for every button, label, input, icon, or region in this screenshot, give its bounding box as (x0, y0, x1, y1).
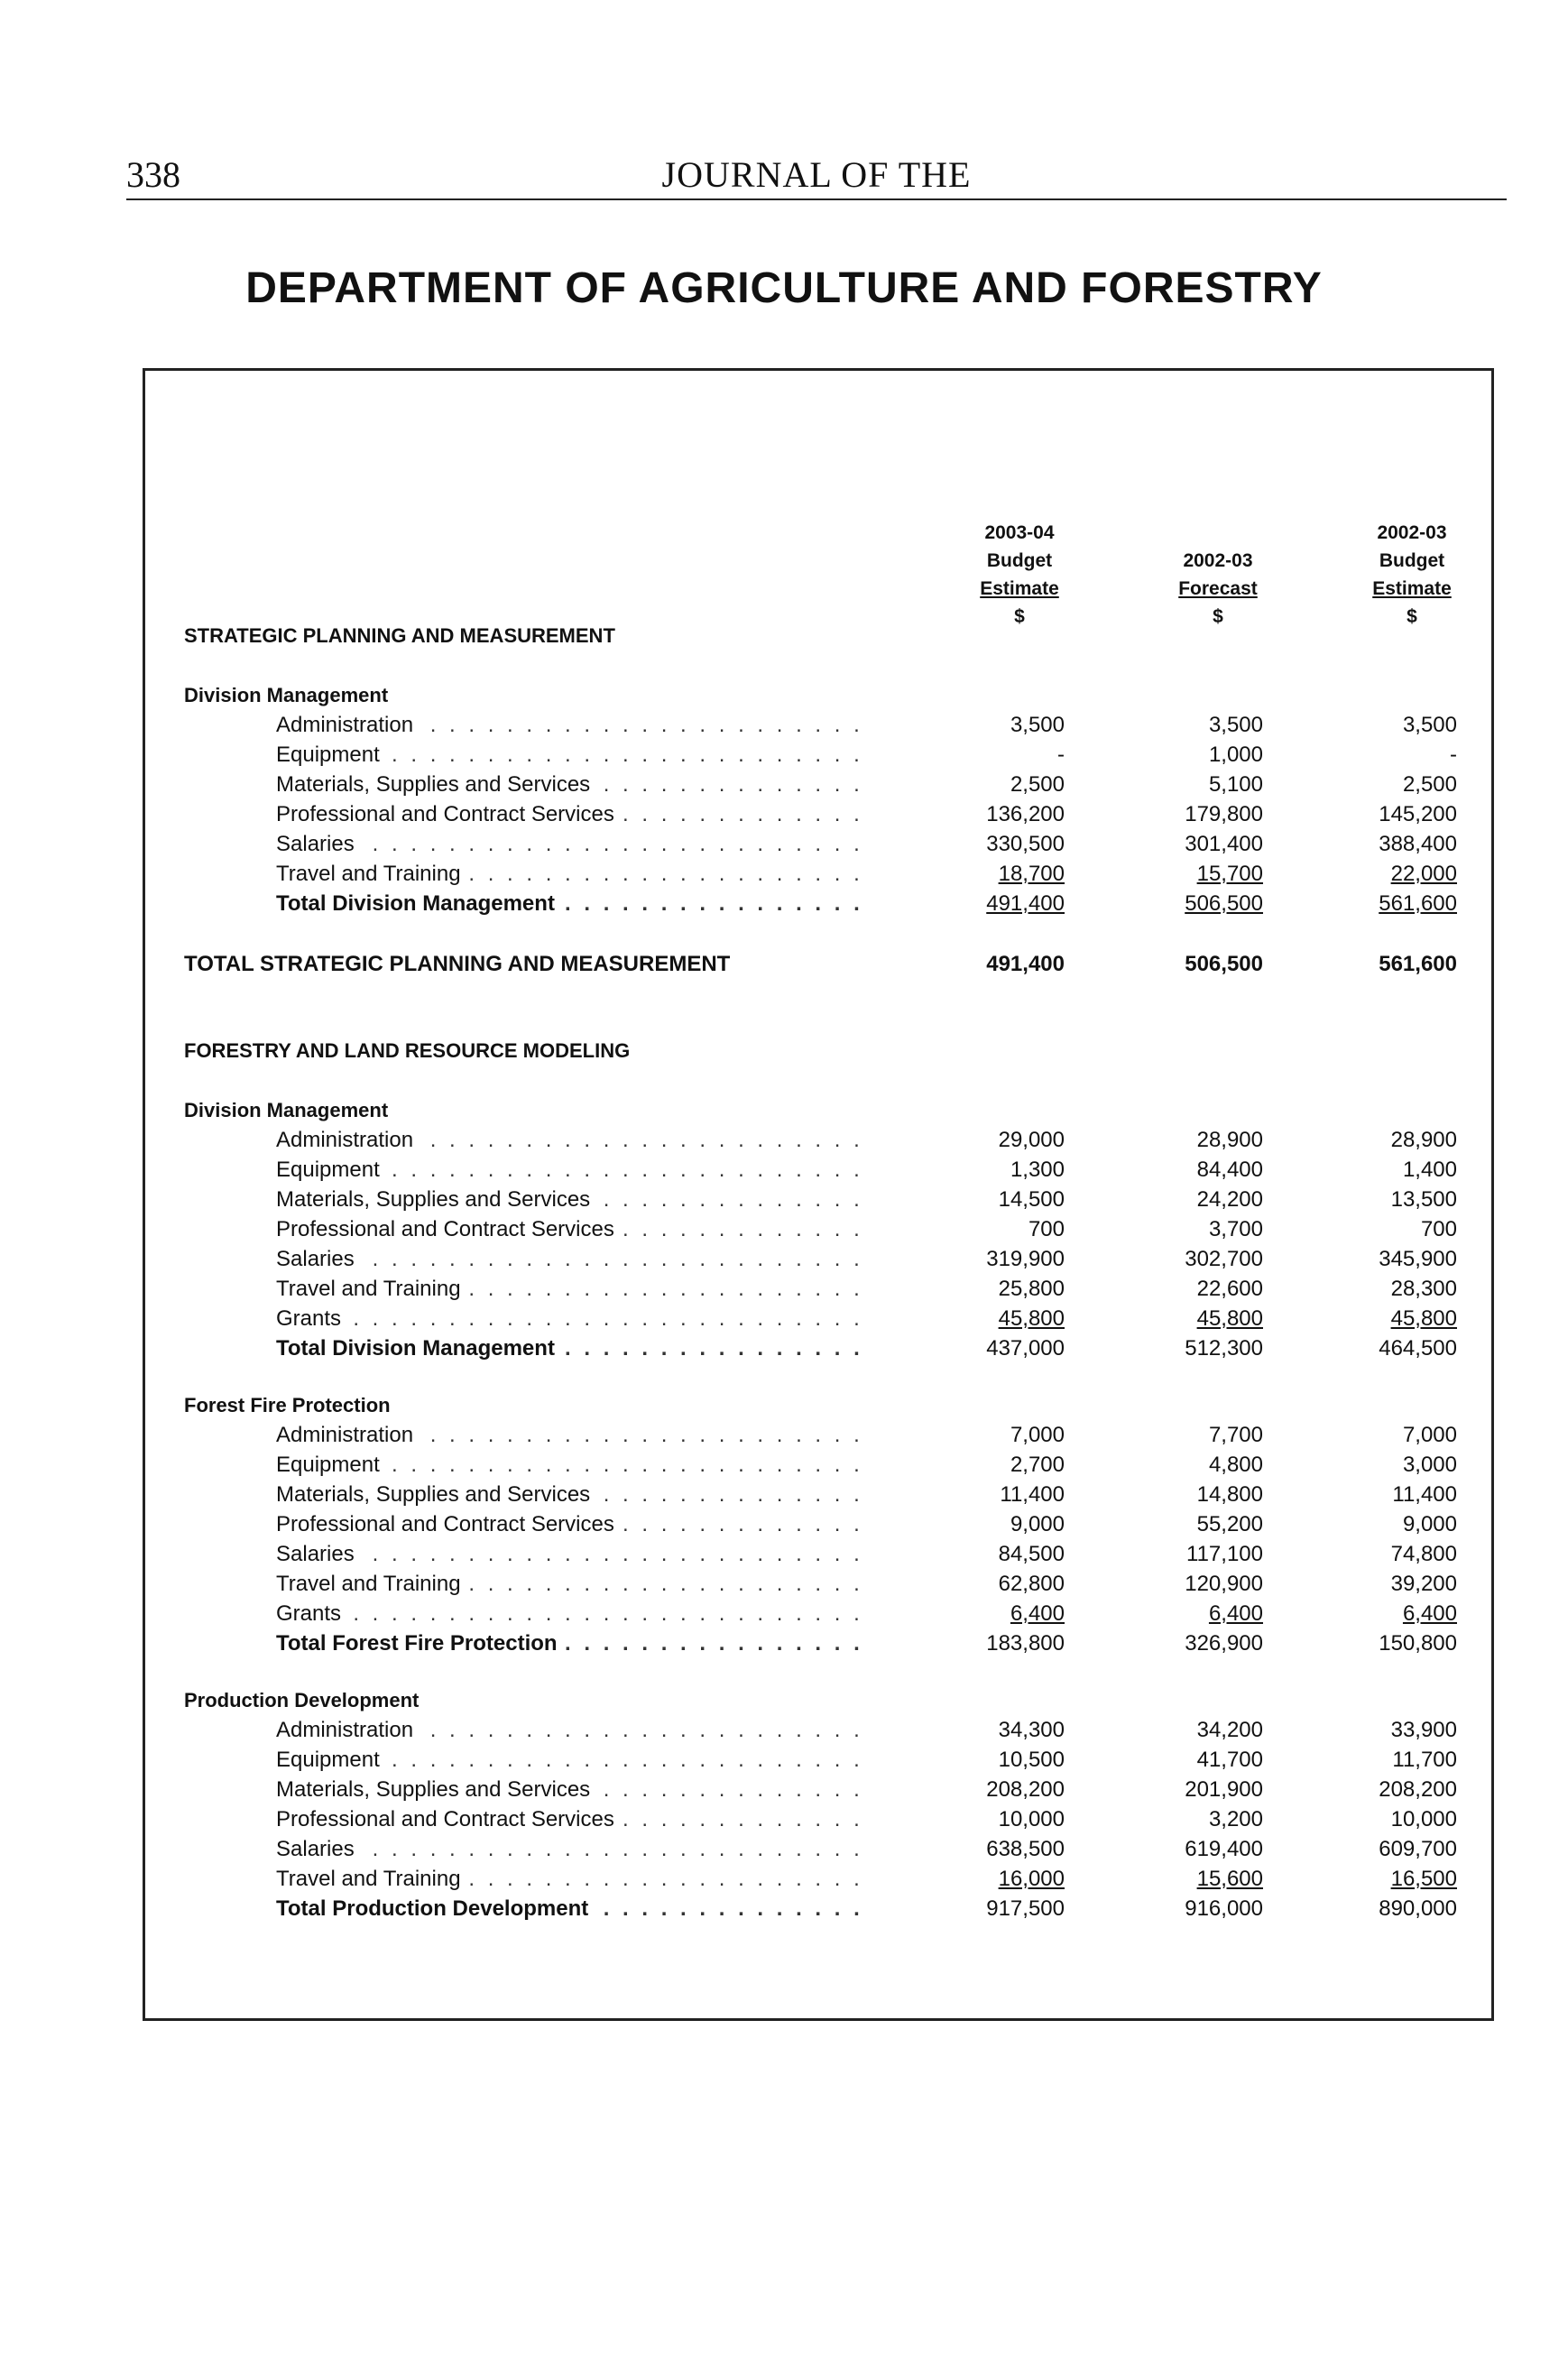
cell-2002-03-forecast: 4,800 (1208, 1453, 1263, 1477)
cell-2002-03-forecast: 3,500 (1208, 713, 1263, 737)
row-label: Administration (276, 1423, 420, 1447)
column-header-line: Budget (1379, 550, 1445, 571)
section-title: FORESTRY AND LAND RESOURCE MODELING (184, 1039, 631, 1062)
column-header-unit: $ (1213, 606, 1223, 627)
column-header-2003-04-budget-estimate (920, 519, 1119, 631)
cell-2002-03-estimate: 45,800 (1390, 1306, 1457, 1331)
cell-2003-04-estimate: 62,800 (998, 1572, 1065, 1596)
table-row (0, 862, 1568, 890)
row-label: Salaries (276, 1247, 362, 1271)
cell-2002-03-estimate: 609,700 (1379, 1837, 1457, 1861)
cell-2002-03-estimate: 11,400 (1392, 1482, 1457, 1507)
cell-2002-03-estimate: 3,500 (1402, 713, 1457, 737)
cell-2003-04-estimate: - (1057, 743, 1065, 767)
cell-2002-03-estimate: 700 (1420, 1217, 1457, 1241)
cell-2002-03-estimate: 2,500 (1402, 772, 1457, 797)
cell-2003-04-estimate: 2,700 (1010, 1453, 1065, 1477)
table-row (0, 1512, 1568, 1541)
cell-2003-04-estimate: 208,200 (986, 1777, 1065, 1802)
running-head (126, 153, 1507, 200)
cell-2003-04-estimate: 491,400 (986, 952, 1065, 976)
journal-title: JOURNAL OF THE (661, 154, 972, 195)
table-row (0, 1306, 1568, 1335)
cell-2002-03-estimate: 345,900 (1379, 1247, 1457, 1271)
cell-2002-03-estimate: 11,700 (1392, 1748, 1457, 1772)
row-label: Travel and Training (276, 1277, 468, 1301)
table-row (0, 1572, 1568, 1601)
column-header-line: 2002-03 (1377, 522, 1447, 543)
group-total-row (0, 1631, 1568, 1660)
column-header-unit: $ (1407, 606, 1417, 627)
table-row (0, 1748, 1568, 1776)
cell-2002-03-forecast: 619,400 (1185, 1837, 1263, 1861)
cell-2002-03-estimate: 74,800 (1390, 1542, 1457, 1566)
table-row (0, 1187, 1568, 1216)
table-row (0, 1277, 1568, 1305)
cell-2003-04-estimate: 84,500 (998, 1542, 1065, 1566)
column-header-2002-03-forecast (1119, 519, 1317, 631)
group-total-row (0, 891, 1568, 920)
column-header-line: Forecast (1178, 578, 1258, 599)
cell-2002-03-forecast: 24,200 (1196, 1187, 1263, 1212)
cell-2003-04-estimate: 7,000 (1010, 1423, 1065, 1447)
row-label: Grants (276, 1306, 348, 1331)
row-label: Travel and Training (276, 1867, 468, 1891)
group-title: Production Development (184, 1689, 420, 1711)
table-row (0, 1718, 1568, 1747)
row-label: Professional and Contract Services (276, 1217, 622, 1241)
column-header-line (1119, 519, 1317, 547)
cell-2002-03-forecast: 5,100 (1208, 772, 1263, 797)
cell-2002-03-forecast: 15,700 (1196, 862, 1263, 886)
cell-2003-04-estimate: 16,000 (998, 1867, 1065, 1891)
cell-2002-03-forecast: 1,000 (1208, 743, 1263, 767)
row-label: Total Production Development (276, 1896, 595, 1921)
row-label: Equipment (276, 1748, 387, 1772)
table-row (0, 1247, 1568, 1276)
cell-2003-04-estimate: 45,800 (998, 1306, 1065, 1331)
row-label: Materials, Supplies and Services (276, 772, 597, 797)
cell-2002-03-estimate: 6,400 (1402, 1601, 1457, 1626)
group-title: Division Management (184, 1099, 389, 1121)
row-label: Equipment (276, 1453, 387, 1477)
cell-2002-03-estimate: 22,000 (1390, 862, 1457, 886)
cell-2002-03-forecast: 301,400 (1185, 832, 1263, 856)
group-title: Forest Fire Protection (184, 1394, 391, 1416)
cell-2002-03-forecast: 916,000 (1185, 1896, 1263, 1921)
column-header-line: 2003-04 (984, 522, 1055, 543)
section-total-label: TOTAL STRATEGIC PLANNING AND MEASUREMENT (184, 952, 731, 976)
row-label: Professional and Contract Services (276, 802, 622, 826)
row-label: Equipment (276, 1158, 387, 1182)
table-row (0, 713, 1568, 742)
cell-2002-03-estimate: 39,200 (1390, 1572, 1457, 1596)
row-label: Equipment (276, 743, 387, 767)
cell-2002-03-estimate: 561,600 (1379, 952, 1457, 976)
cell-2002-03-estimate: 388,400 (1379, 832, 1457, 856)
column-header-line: Budget (986, 550, 1053, 571)
table-row (0, 743, 1568, 771)
cell-2003-04-estimate: 319,900 (986, 1247, 1065, 1271)
cell-2003-04-estimate: 917,500 (986, 1896, 1065, 1921)
cell-2002-03-estimate: 145,200 (1379, 802, 1457, 826)
row-label: Administration (276, 713, 420, 737)
column-header-unit: $ (1014, 606, 1025, 627)
section-title: STRATEGIC PLANNING AND MEASUREMENT (184, 624, 615, 647)
cell-2002-03-estimate: 208,200 (1379, 1777, 1457, 1802)
table-row (0, 1807, 1568, 1836)
cell-2002-03-estimate: 9,000 (1402, 1512, 1457, 1536)
column-header-2002-03-budget-estimate (1313, 519, 1511, 631)
row-label: Administration (276, 1128, 420, 1152)
cell-2002-03-forecast: 7,700 (1208, 1423, 1263, 1447)
row-label: Professional and Contract Services (276, 1807, 622, 1831)
table-row (0, 772, 1568, 801)
row-label: Materials, Supplies and Services (276, 1482, 597, 1507)
cell-2002-03-estimate: 890,000 (1379, 1896, 1457, 1921)
cell-2003-04-estimate: 10,500 (998, 1748, 1065, 1772)
cell-2002-03-forecast: 3,200 (1208, 1807, 1263, 1831)
column-header-line: Estimate (1372, 578, 1452, 599)
cell-2002-03-forecast: 84,400 (1196, 1158, 1263, 1182)
row-label: Total Forest Fire Protection (276, 1631, 565, 1656)
group-title: Division Management (184, 684, 389, 706)
cell-2003-04-estimate: 9,000 (1010, 1512, 1065, 1536)
group-total-row (0, 1896, 1568, 1925)
cell-2002-03-forecast: 302,700 (1185, 1247, 1263, 1271)
cell-2002-03-forecast: 45,800 (1196, 1306, 1263, 1331)
table-row (0, 1158, 1568, 1186)
cell-2002-03-forecast: 14,800 (1196, 1482, 1263, 1507)
cell-2003-04-estimate: 136,200 (986, 802, 1065, 826)
cell-2002-03-estimate: 33,900 (1390, 1718, 1457, 1742)
cell-2003-04-estimate: 638,500 (986, 1837, 1065, 1861)
cell-2002-03-forecast: 179,800 (1185, 802, 1263, 826)
row-label: Total Division Management (276, 891, 562, 916)
row-label: Materials, Supplies and Services (276, 1777, 597, 1802)
cell-2003-04-estimate: 3,500 (1010, 713, 1065, 737)
table-row (0, 1128, 1568, 1157)
section-total-row (0, 952, 1568, 981)
cell-2003-04-estimate: 10,000 (998, 1807, 1065, 1831)
department-title: DEPARTMENT OF AGRICULTURE AND FORESTRY (245, 264, 1323, 312)
cell-2003-04-estimate: 14,500 (998, 1187, 1065, 1212)
cell-2002-03-estimate: 3,000 (1402, 1453, 1457, 1477)
cell-2002-03-estimate: 13,500 (1390, 1187, 1457, 1212)
cell-2003-04-estimate: 18,700 (998, 862, 1065, 886)
cell-2002-03-forecast: 6,400 (1208, 1601, 1263, 1626)
table-row (0, 832, 1568, 861)
cell-2002-03-estimate: 28,300 (1390, 1277, 1457, 1301)
cell-2003-04-estimate: 29,000 (998, 1128, 1065, 1152)
cell-2002-03-estimate: 7,000 (1402, 1423, 1457, 1447)
cell-2002-03-estimate: 10,000 (1390, 1807, 1457, 1831)
group-total-row (0, 1336, 1568, 1365)
cell-2003-04-estimate: 491,400 (986, 891, 1065, 916)
column-header-line: Estimate (980, 578, 1059, 599)
row-label: Salaries (276, 1837, 362, 1861)
table-row (0, 1777, 1568, 1806)
cell-2002-03-forecast: 41,700 (1196, 1748, 1263, 1772)
cell-2003-04-estimate: 183,800 (986, 1631, 1065, 1656)
row-label: Salaries (276, 1542, 362, 1566)
row-label: Professional and Contract Services (276, 1512, 622, 1536)
cell-2003-04-estimate: 437,000 (986, 1336, 1065, 1361)
table-row (0, 1837, 1568, 1866)
table-row (0, 1217, 1568, 1246)
cell-2003-04-estimate: 25,800 (998, 1277, 1065, 1301)
row-label: Materials, Supplies and Services (276, 1187, 597, 1212)
cell-2002-03-forecast: 506,500 (1185, 891, 1263, 916)
table-row (0, 1542, 1568, 1571)
cell-2003-04-estimate: 700 (1028, 1217, 1065, 1241)
table-row (0, 1601, 1568, 1630)
cell-2002-03-forecast: 201,900 (1185, 1777, 1263, 1802)
cell-2002-03-forecast: 326,900 (1185, 1631, 1263, 1656)
row-label: Travel and Training (276, 862, 468, 886)
cell-2002-03-forecast: 22,600 (1196, 1277, 1263, 1301)
cell-2002-03-forecast: 55,200 (1196, 1512, 1263, 1536)
cell-2002-03-estimate: 464,500 (1379, 1336, 1457, 1361)
table-row (0, 802, 1568, 831)
table-row (0, 1453, 1568, 1481)
page-number: 338 (126, 154, 180, 195)
table-row (0, 1867, 1568, 1896)
cell-2002-03-estimate: 28,900 (1390, 1128, 1457, 1152)
cell-2003-04-estimate: 11,400 (1000, 1482, 1065, 1507)
cell-2002-03-estimate: - (1450, 743, 1457, 767)
cell-2002-03-forecast: 506,500 (1185, 952, 1263, 976)
cell-2002-03-forecast: 120,900 (1185, 1572, 1263, 1596)
table-row (0, 1423, 1568, 1452)
cell-2002-03-forecast: 117,100 (1186, 1542, 1263, 1566)
cell-2002-03-estimate: 150,800 (1379, 1631, 1457, 1656)
cell-2002-03-forecast: 15,600 (1196, 1867, 1263, 1891)
column-header-line: 2002-03 (1183, 550, 1253, 571)
cell-2002-03-estimate: 561,600 (1379, 891, 1457, 916)
cell-2003-04-estimate: 2,500 (1010, 772, 1065, 797)
row-label: Grants (276, 1601, 348, 1626)
cell-2002-03-estimate: 16,500 (1390, 1867, 1457, 1891)
cell-2003-04-estimate: 330,500 (986, 832, 1065, 856)
cell-2002-03-estimate: 1,400 (1402, 1158, 1457, 1182)
cell-2003-04-estimate: 6,400 (1010, 1601, 1065, 1626)
row-label: Administration (276, 1718, 420, 1742)
row-label: Total Division Management (276, 1336, 562, 1361)
row-label: Salaries (276, 832, 362, 856)
cell-2002-03-forecast: 3,700 (1208, 1217, 1263, 1241)
table-row (0, 1482, 1568, 1511)
cell-2002-03-forecast: 512,300 (1185, 1336, 1263, 1361)
cell-2003-04-estimate: 34,300 (998, 1718, 1065, 1742)
cell-2002-03-forecast: 34,200 (1196, 1718, 1263, 1742)
cell-2002-03-forecast: 28,900 (1196, 1128, 1263, 1152)
row-label: Travel and Training (276, 1572, 468, 1596)
cell-2003-04-estimate: 1,300 (1010, 1158, 1065, 1182)
